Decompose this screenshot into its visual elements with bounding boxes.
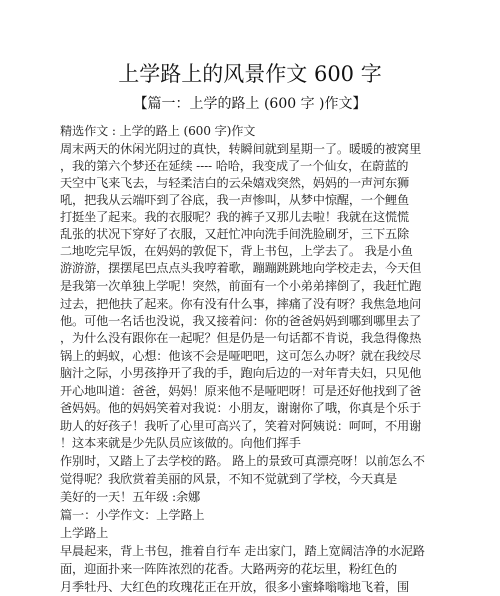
text-line: 乱张的状况下穿好了衣服，又赶忙冲向洗手间洗脸刷牙，三下五除 bbox=[60, 227, 410, 241]
text-line: 脑汁之际，小男孩挣开了我的手，跑向后边的一对年青夫妇，只见他 bbox=[60, 366, 422, 380]
text-line: 打挺坐了起来。我的衣服呢？我的裤子又那儿去啦！我就在这慌慌 bbox=[60, 210, 410, 224]
text-line: 他。可他一名话也没说，我又接着问：你的爸爸妈妈到哪到哪里去了 bbox=[60, 314, 422, 328]
text-line: ！这本来就是少先队员应该做的。向他们挥手 bbox=[60, 436, 301, 450]
text-line: 月季牡丹、大红色的玫瑰花正在开放，很多小蜜蜂嗡嗡地飞着，围 bbox=[60, 580, 410, 594]
text-line: 爸妈妈。他的妈妈笑着对我说：小朋友，谢谢你了哦，你真是个乐于 bbox=[60, 401, 422, 415]
text-line: 游游游，摆摆尾巴点点头我哼着歌，蹦蹦跳跳地向学校走去，今天但 bbox=[60, 261, 422, 275]
text-line: 精选作文 : 上学的路上 (600 字)作文 bbox=[60, 124, 256, 138]
text-line: 二地吃完早饭，在妈妈的敦促下，背上书包，上学去了。 我是小鱼 bbox=[60, 244, 413, 258]
text-line: 周末两天的休闲光阴过的真快，转瞬间就到星期一了。暖暖的被窝里 bbox=[60, 142, 422, 156]
text-line: 早晨起来，背上书包，推着自行车 走出家门，踏上宽阔洁净的水泥路 bbox=[60, 544, 425, 558]
text-line: 锅上的蚂蚁，心想：他该不会是哑吧吧，这可怎么办呀？就在我绞尽 bbox=[60, 349, 422, 363]
text-line: 是我第一次单独上学呢！突然，前面有一个小弟弟摔倒了，我赶忙跑 bbox=[60, 279, 422, 293]
text-line: 过去，把他扶了起来。你有没有什么事，摔痛了没有呀？我焦急地问 bbox=[60, 297, 422, 311]
text-line: 觉得呢？我欣赏着美丽的风景，不知不觉就到了学校，今天真是 bbox=[60, 472, 398, 486]
text-line: 上学路上 bbox=[60, 526, 109, 540]
text-line: 开心地叫道：爸爸，妈妈！原来他不是哑吧呀！可是还好他找到了爸 bbox=[60, 384, 422, 398]
text-line: 篇一：小学作文：上学路上 bbox=[60, 508, 205, 522]
text-line: 助人的好孩子！我听了心里可高兴了，笑着对阿姨说：呵呵，不用谢 bbox=[60, 419, 422, 433]
text-line: 天空中飞来飞去，与轻柔洁白的云朵嬉戏突然，妈妈的一声河东狮 bbox=[60, 176, 410, 190]
text-line: ，为什么没有跟你在一起呢？但是仍是一句话都不肯说，我急得像热 bbox=[60, 331, 422, 345]
text-line: 美好的一天！五年级 :余娜 bbox=[60, 490, 201, 504]
text-line: 吼，把我从云端吓到了谷底，我一声惨叫，从梦中惊醒，一个鲤鱼 bbox=[60, 193, 410, 207]
text-line: ，我的第六个梦还在延续 ---- 哈哈，我变成了一个仙女，在蔚蓝的 bbox=[60, 159, 409, 173]
section-heading: 【篇一：上学的路上 (600 字 )作文】 bbox=[133, 96, 367, 112]
text-line: 作别时，又踏上了去学校的路。 路上的景致可真漂亮呀！以前怎么不 bbox=[60, 454, 425, 468]
text-line: 面，迎面扑来一阵阵浓烈的花香。大路两旁的花坛里，粉红色的 bbox=[60, 562, 398, 576]
page-title: 上学路上的风景作文 600 字 bbox=[118, 62, 382, 86]
